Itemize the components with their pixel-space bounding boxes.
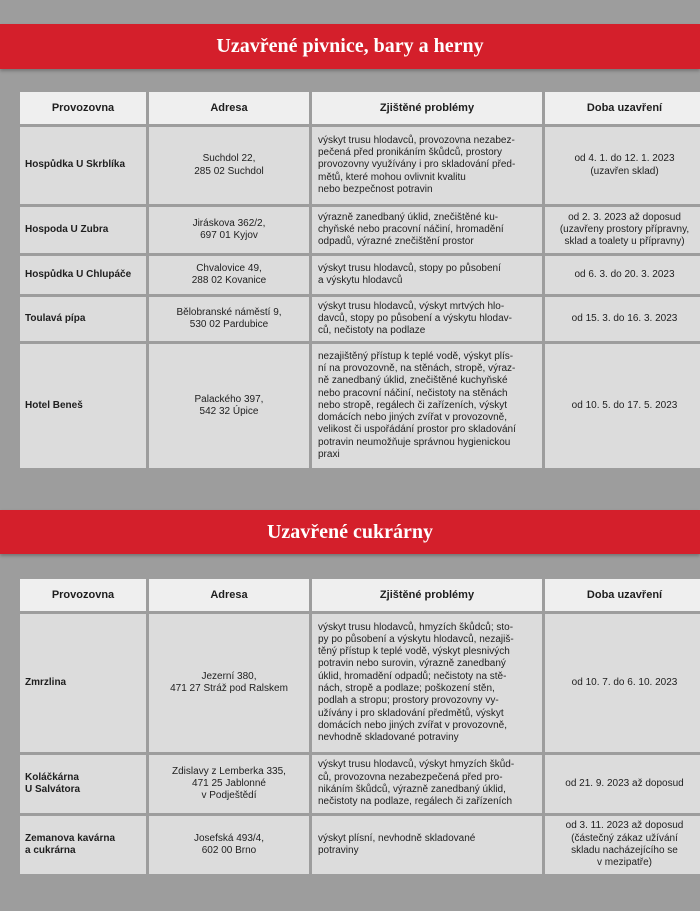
closure-period: od 2. 3. 2023 až doposud (uzavřeny prostory přípravny, sklad a toalety u přípravny) [545,207,700,253]
venue-name: Hotel Beneš [20,344,146,468]
closure-period: od 10. 7. do 6. 10. 2023 [545,614,700,752]
table-row [20,127,700,204]
column-header-problemy: Zjištěné problémy [312,92,542,124]
venue-address: Jezerní 380, 471 27 Stráž pod Ralskem [149,614,309,752]
venue-problems: výskyt trusu hlodavců, stopy po působení a výskytu hlodavců [312,256,542,294]
venue-name: Hospůdka U Skrblíka [20,127,146,204]
closure-period: od 10. 5. do 17. 5. 2023 [545,344,700,468]
closure-period: od 3. 11. 2023 až doposud (částečný zákaz užívání skladu nacházejícího se v mezipatře) [545,816,700,874]
table-row [20,256,700,294]
venue-name: Zmrzlina [20,614,146,752]
venue-problems: výskyt trusu hlodavců, provozovna nezabez- pečená před pronikáním škůdců, prostory provozovny využívány i pro skladování před- mětů, které mohou ovlivnit kvalitu nebo bezpečnost potravin [312,127,542,204]
table-header-row [20,579,700,611]
venue-name: Hospoda U Zubra [20,207,146,253]
venue-name: Hospůdka U Chlupáče [20,256,146,294]
venue-address: Zdislavy z Lemberka 335, 471 25 Jablonné v Podještědí [149,755,309,813]
table-header-row [20,92,700,124]
venue-address: Jiráskova 362/2, 697 01 Kyjov [149,207,309,253]
venue-name: Zemanova kavárna a cukrárna [20,816,146,874]
venue-address: Bělobranské náměstí 9, 530 02 Pardubice [149,297,309,341]
table-row [20,297,700,341]
closure-period: od 4. 1. do 12. 1. 2023 (uzavřen sklad) [545,127,700,204]
venue-address: Josefská 493/4, 602 00 Brno [149,816,309,874]
closure-period: od 15. 3. do 16. 3. 2023 [545,297,700,341]
table-cukrarny [17,576,700,877]
table-row [20,755,700,813]
venue-problems: výskyt plísní, nevhodně skladované potraviny [312,816,542,874]
venue-name: Koláčkárna U Salvátora [20,755,146,813]
venue-problems: nezajištěný přístup k teplé vodě, výskyt plís- ní na provozovně, na stěnách, stropě, výraz- ně zanedbaný úklid, znečištěné kuchyňské nebo pracovní náčiní, nečistoty na stěnách nebo stropě, regálech či zařízeních, výskyt domácích nebo jiných zvířat v provozovně, velikost či uspořádání prostor pro skladování potravin neumožňuje správnou hygienickou praxi [312,344,542,468]
column-header-provozovna: Provozovna [20,92,146,124]
venue-problems: výskyt trusu hlodavců, hmyzích škůdců; sto- py po působení a výskytu hlodavců, nezajiš- těný přístup k teplé vodě, výskyt plesnivých potravin nebo surovin, výrazně zanedbaný úklid, hromadění odpadů; nečistoty na stě- nách, stropě a podlaze; poškození stěn, podlah a stropu; prostory provozovny vy- užívány i pro skladování předmětů, výskyt domácích nebo jiných zvířat v provozovně, nevhodně skladované potraviny [312,614,542,752]
table-row [20,344,700,468]
venue-address: Palackého 397, 542 32 Úpice [149,344,309,468]
column-header-doba: Doba uzavření [545,92,700,124]
venue-address: Chvalovice 49, 288 02 Kovanice [149,256,309,294]
column-header-doba: Doba uzavření [545,579,700,611]
closure-period: od 21. 9. 2023 až doposud [545,755,700,813]
venue-name: Toulavá pípa [20,297,146,341]
venue-address: Suchdol 22, 285 02 Suchdol [149,127,309,204]
venue-problems: výskyt trusu hlodavců, výskyt hmyzích škůd- ců, provozovna nezabezpečená před pro- nikáním škůdců, výrazně zanedbaný úklid, nečistoty na podlaze, regálech či zařízeních [312,755,542,813]
table-row [20,816,700,874]
column-header-adresa: Adresa [149,579,309,611]
table-row [20,207,700,253]
column-header-problemy: Zjištěné problémy [312,579,542,611]
venue-problems: výrazně zanedbaný úklid, znečištěné ku- chyňské nebo pracovní náčiní, hromadění odpadů, výrazné znečištění prostor [312,207,542,253]
column-header-provozovna: Provozovna [20,579,146,611]
column-header-adresa: Adresa [149,92,309,124]
section-title-bars: Uzavřené pivnice, bary a herny [0,24,700,69]
venue-problems: výskyt trusu hlodavců, výskyt mrtvých hlo- davců, stopy po působení a výskytu hlodav- ců, nečistoty na podlaze [312,297,542,341]
closure-period: od 6. 3. do 20. 3. 2023 [545,256,700,294]
table-bars [17,89,700,471]
section-title-cukrarny: Uzavřené cukrárny [0,510,700,554]
table-row [20,614,700,752]
